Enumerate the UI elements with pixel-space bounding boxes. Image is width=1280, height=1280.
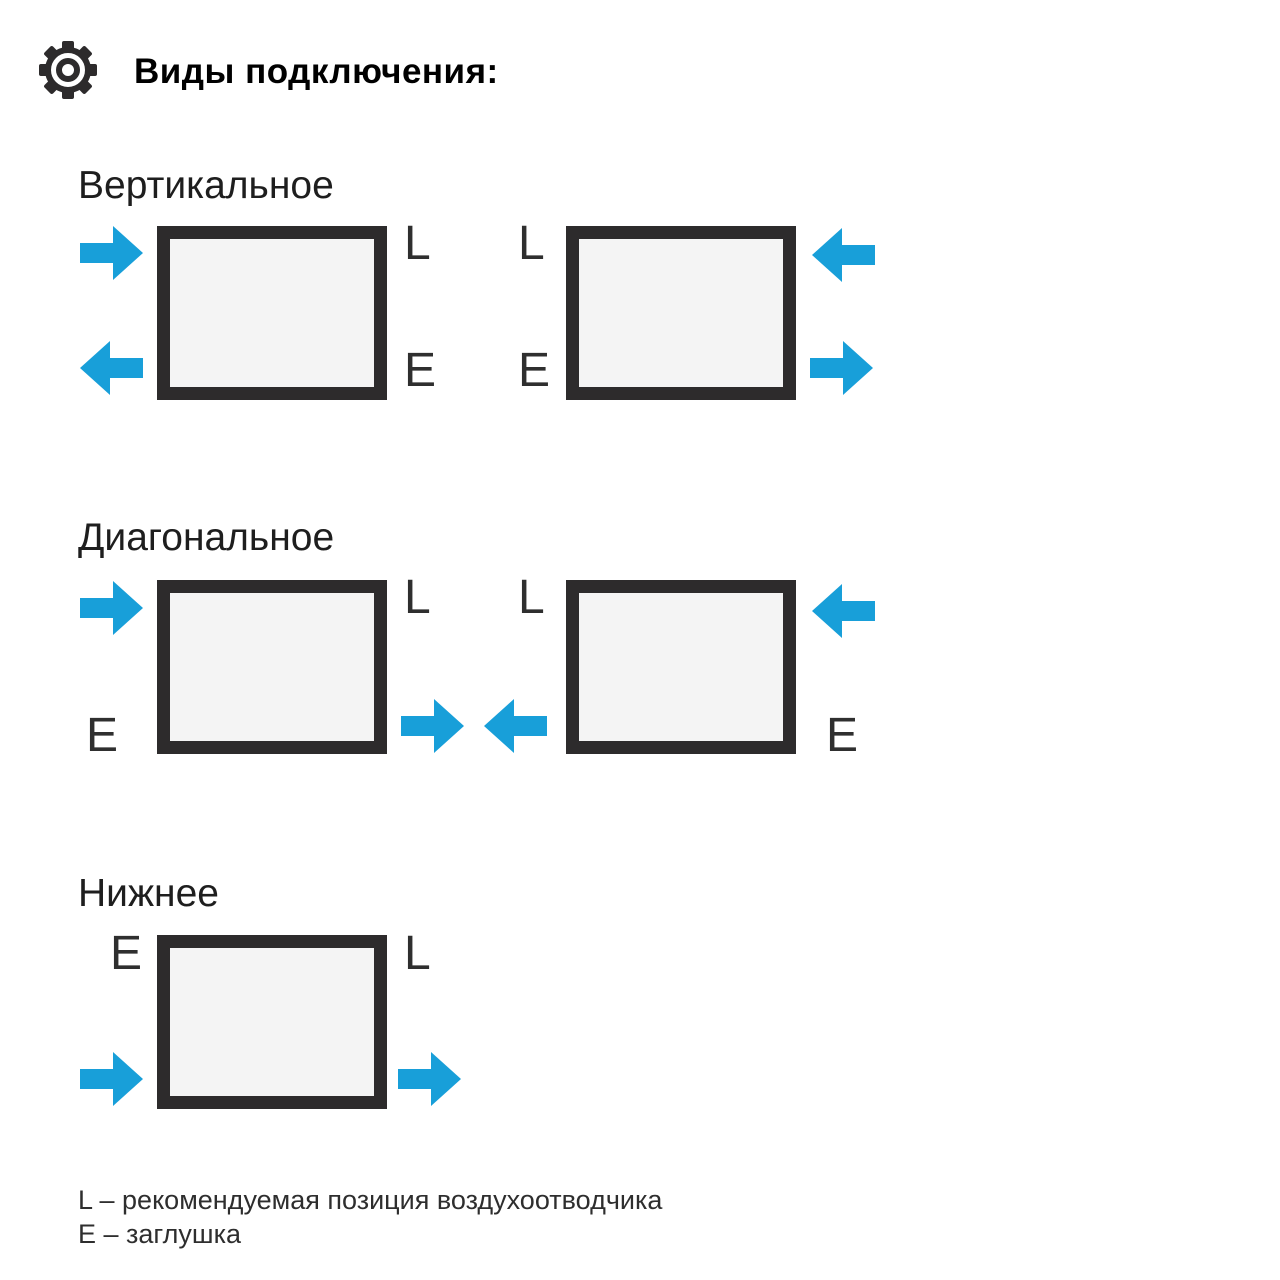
flow-arrow-right-icon <box>80 1052 143 1106</box>
radiator-box <box>157 935 387 1109</box>
label-air-vent: L <box>404 927 431 980</box>
label-plug: E <box>518 344 551 397</box>
section-vertical-title: Вертикальное <box>78 164 334 207</box>
label-plug: E <box>404 344 437 397</box>
section-bottom-title: Нижнее <box>78 872 219 915</box>
flow-arrow-right-icon <box>398 1052 461 1106</box>
label-plug: E <box>826 709 859 762</box>
flow-arrow-right-icon <box>80 581 143 635</box>
flow-arrow-left-icon <box>80 341 143 395</box>
flow-arrow-left-icon <box>484 699 547 753</box>
label-air-vent: L <box>518 571 545 624</box>
label-air-vent: L <box>518 217 545 270</box>
label-plug: E <box>86 709 119 762</box>
flow-arrow-right-icon <box>401 699 464 753</box>
section-diagonal-title: Диагональное <box>78 516 335 559</box>
gear-icon <box>36 38 100 102</box>
radiator-box <box>157 226 387 400</box>
label-air-vent: L <box>404 571 431 624</box>
radiator-box <box>566 580 796 754</box>
radiator-box <box>157 580 387 754</box>
legend-plug: E – заглушка <box>78 1219 242 1249</box>
label-air-vent: L <box>404 217 431 270</box>
flow-arrow-left-icon <box>812 584 875 638</box>
label-plug: E <box>110 927 143 980</box>
legend-air-vent: L – рекомендуемая позиция воздухоотводчика <box>78 1185 663 1215</box>
flow-arrow-left-icon <box>812 228 875 282</box>
radiator-box <box>566 226 796 400</box>
flow-arrow-right-icon <box>80 226 143 280</box>
page-title: Виды подключения: <box>134 52 499 91</box>
flow-arrow-right-icon <box>810 341 873 395</box>
